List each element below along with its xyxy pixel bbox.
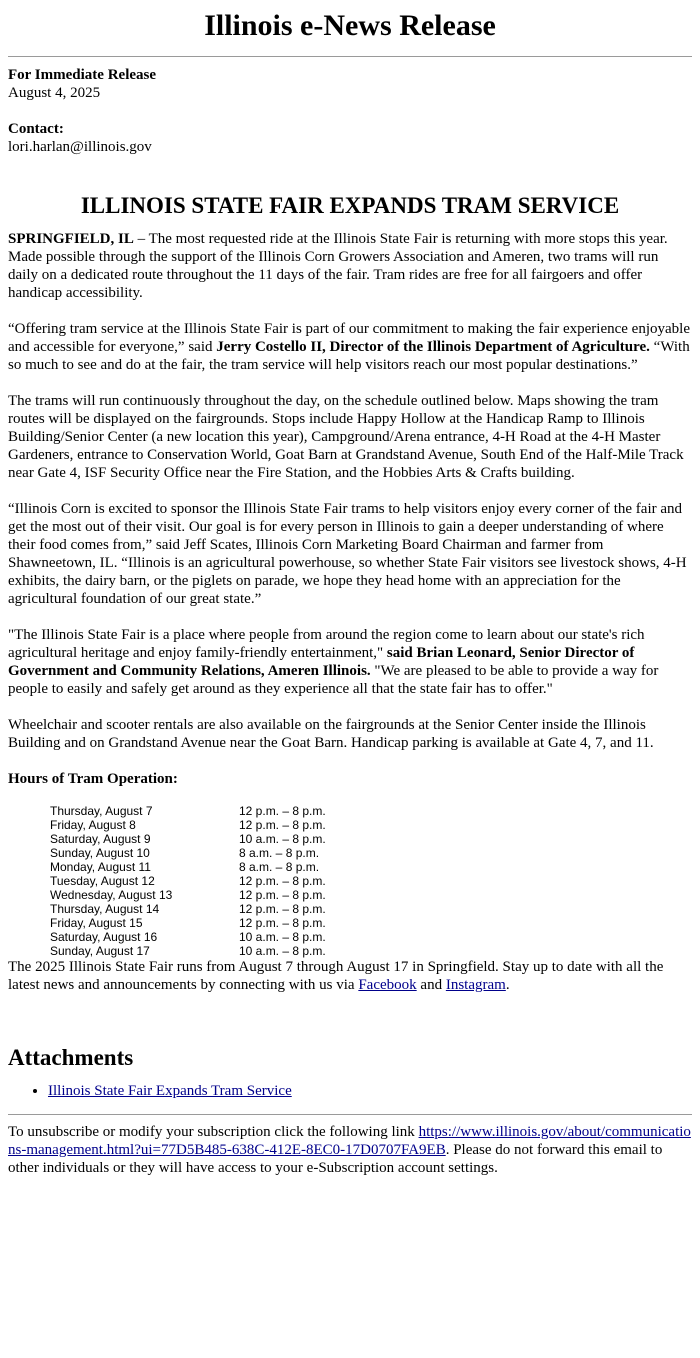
hours-day: Saturday, August 16 <box>50 930 158 944</box>
hours-row <box>48 846 328 860</box>
attachment-link[interactable]: Illinois State Fair Expands Tram Service <box>48 1083 292 1099</box>
hours-time: 12 p.m. – 8 p.m. <box>239 874 326 888</box>
instagram-link[interactable]: Instagram <box>445 977 506 993</box>
hours-time: 10 a.m. – 8 p.m. <box>239 930 326 944</box>
hours-row <box>48 818 328 832</box>
paragraph-4: “Illinois Corn is excited to sponsor the Illinois State Fair trams to help visitors enjoy every corner of the fair and get the most out of their visit. Our goal is for every person in Illinois to gain a deeper understanding of where their food comes from,” said Jeff Scates, Illinois Corn Marketing Board Chairman and farmer from Shawneetown, IL. “Illinois is an agricultural powerhouse, so whether State Fair visitors see livestock shows, 4-H exhibits, the dairy barn, or the piglets on parade, we hope they head home with an appreciation for the agricultural foundation of our great state.” <box>8 501 687 607</box>
hours-time: 8 a.m. – 8 p.m. <box>239 846 320 860</box>
attachments-list <box>8 1082 692 1100</box>
hours-day: Saturday, August 9 <box>50 832 151 846</box>
hours-time: 12 p.m. – 8 p.m. <box>239 818 326 832</box>
hours-day: Friday, August 8 <box>50 818 136 832</box>
paragraph-2: “Offering tram service at the Illinois State Fair is part of our commitment to making the fair experience enjoyable and accessible for everyone,” said Jerry Costello II, Director of the Illinois Department of Agriculture. “With so much to see and do at the fair, the tram service will help visitors reach our most popular destinations.” <box>8 321 690 373</box>
release-label: For Immediate Release <box>8 67 157 83</box>
quote-attribution-costello: Jerry Costello II, Director of the Illinois Department of Agriculture. <box>216 339 650 355</box>
footer: To unsubscribe or modify your subscription click the following link https://www.illinois.gov/about/communications-management.html?ui=77D5B485-638C-412E-8EC0-17D0707FA9EB. Please do not forward this email to other individuals or they will have access to your e-Subscription account settings. <box>8 1124 691 1176</box>
hours-time: 12 p.m. – 8 p.m. <box>239 888 326 902</box>
quote-attribution-leonard: said Brian Leonard, Senior Director of Government and Community Relations, Ameren Illinois. <box>8 645 635 679</box>
hours-day: Sunday, August 10 <box>50 846 150 860</box>
hours-row <box>48 902 328 916</box>
page-title: Illinois e-News Release <box>204 9 496 42</box>
headline: ILLINOIS STATE FAIR EXPANDS TRAM SERVICE <box>80 193 620 218</box>
hours-row <box>48 832 328 846</box>
hours-row <box>48 874 328 888</box>
hours-day: Wednesday, August 13 <box>50 888 173 902</box>
hours-day: Thursday, August 7 <box>50 804 153 818</box>
hours-time: 10 a.m. – 8 p.m. <box>239 944 326 958</box>
hours-day: Monday, August 11 <box>50 860 151 874</box>
unsubscribe-link[interactable]: https://www.illinois.gov/about/communications-management.html?ui=77D5B485-638C-412E-8EC0-17D0707FA9EB <box>8 1124 691 1158</box>
release-date: August 4, 2025 <box>8 85 101 101</box>
paragraph-3: The trams will run continuously throughout the day, on the schedule outlined below. Maps showing the tram routes will be displayed on the fairgrounds. Stops include Happy Hollow at the Handicap Ramp to Illinois Building/Senior Center (a new location this year), Campground/Arena entrance, 4-H Road at the 4-H Master Gardeners, entrance to Conservation World, Goat Barn at Grandstand Avenue, South End of the Half-Mile Track near Gate 4, ISF Security Office near the Fire Station, and the Hobbies Arts & Crafts building. <box>8 393 684 481</box>
hours-heading: Hours of Tram Operation: <box>8 771 178 787</box>
hours-row <box>48 860 328 874</box>
hours-row <box>48 804 328 818</box>
hours-day: Friday, August 15 <box>50 916 143 930</box>
paragraph-5: "The Illinois State Fair is a place where people from around the region come to learn about our state's rich agricultural heritage and enjoy family-friendly entertainment," said Brian Leonard, Senior Director of Government and Community Relations, Ameren Illinois. "We are pleased to be able to provide a way for people to easily and safely get around as they experience all that the state fair has to offer." <box>8 627 659 697</box>
paragraph-1: SPRINGFIELD, IL – The most requested ride at the Illinois State Fair is returning with more stops this year. Made possible through the support of the Illinois Corn Growers Association and Ameren, two trams will run daily on a dedicated route throughout the 11 days of the fair. Tram rides are free for all fairgoers and offer handicap accessibility. <box>8 231 668 301</box>
attachments-heading: Attachments <box>8 1045 134 1070</box>
dateline: SPRINGFIELD, IL <box>8 231 134 247</box>
hours-day: Sunday, August 17 <box>50 944 150 958</box>
hours-day: Thursday, August 14 <box>50 902 160 916</box>
hours-table <box>48 804 328 958</box>
hours-day: Tuesday, August 12 <box>50 874 155 888</box>
attachment-item <box>48 1082 692 1100</box>
hours-time: 12 p.m. – 8 p.m. <box>239 902 326 916</box>
hours-row <box>48 916 328 930</box>
facebook-link[interactable]: Facebook <box>358 977 417 993</box>
paragraph-6: Wheelchair and scooter rentals are also available on the fairgrounds at the Senior Center inside the Illinois Building and on Grandstand Avenue near the Goat Barn. Handicap parking is available at Gate 4, 7, and 11. <box>8 717 654 751</box>
release-meta <box>8 66 692 156</box>
contact-label: Contact: <box>8 121 64 137</box>
hours-time: 10 a.m. – 8 p.m. <box>239 832 326 846</box>
hours-row <box>48 888 328 902</box>
email-body <box>0 8 700 1177</box>
hours-row <box>48 944 328 958</box>
closing-paragraph: The 2025 Illinois State Fair runs from August 7 through August 17 in Springfield. Stay up to date with all the latest news and announcements by connecting with us via Facebook and Instagram. <box>8 959 664 993</box>
footer-divider <box>8 1114 692 1115</box>
hours-time: 12 p.m. – 8 p.m. <box>239 916 326 930</box>
hours-time: 8 a.m. – 8 p.m. <box>239 860 320 874</box>
top-divider <box>8 56 692 57</box>
hours-row <box>48 930 328 944</box>
hours-time: 12 p.m. – 8 p.m. <box>239 804 326 818</box>
contact-email: lori.harlan@illinois.gov <box>8 139 152 155</box>
